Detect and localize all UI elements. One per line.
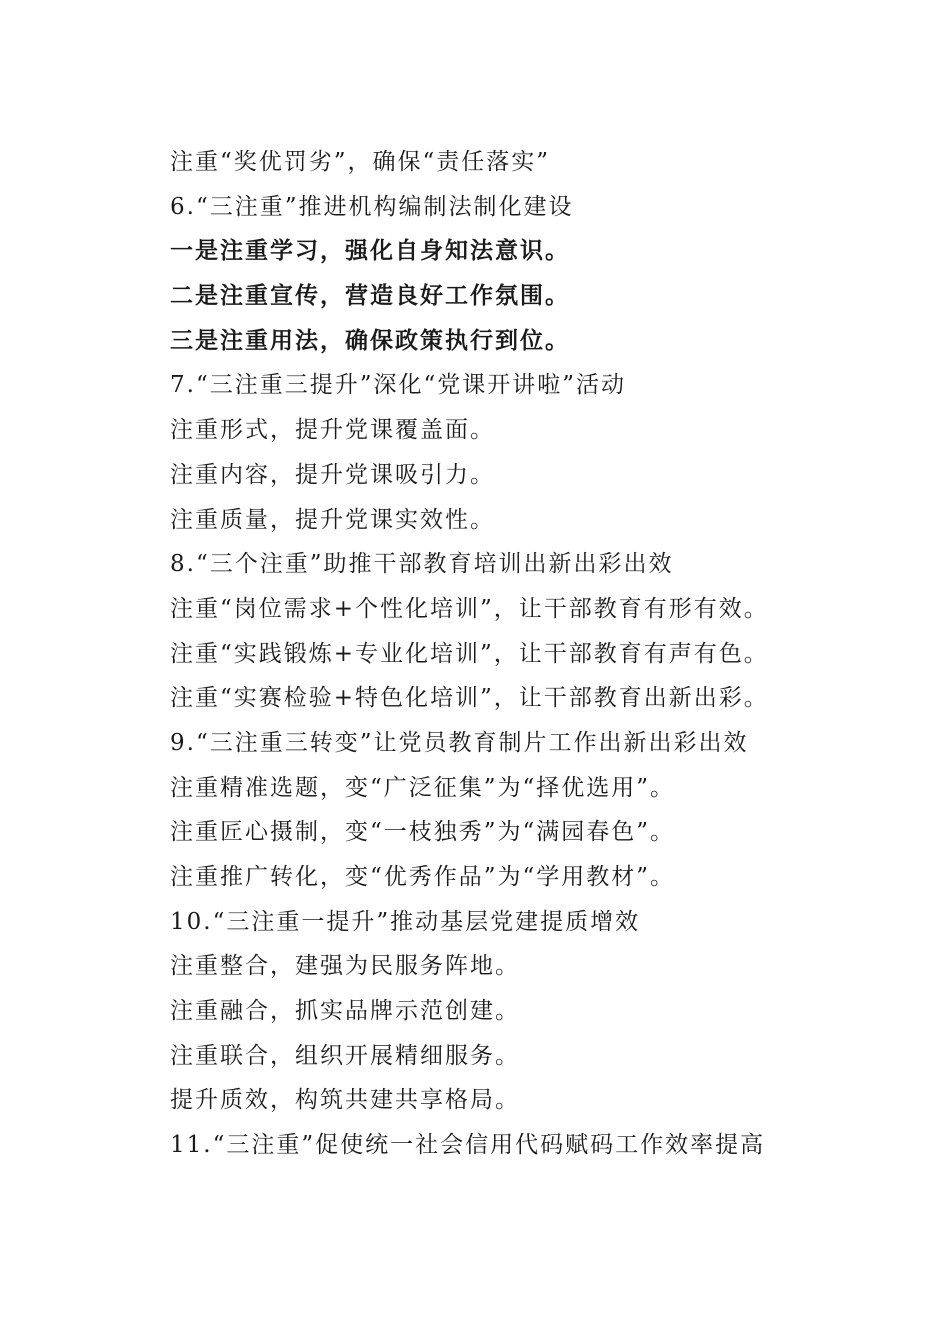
text-line: 注重“岗位需求+个性化培训”，让干部教育有形有效。 bbox=[170, 595, 769, 622]
text-line: 提升质效，构筑共建共享格局。 bbox=[170, 1087, 520, 1114]
section-heading: 10.“三注重一提升”推动基层党建提质增效 bbox=[170, 908, 641, 935]
text-line: 二是注重宣传，营造良好工作氛围。 bbox=[170, 282, 570, 310]
text-line: 注重整合，建强为民服务阵地。 bbox=[170, 953, 520, 980]
section-heading: 7.“三注重三提升”深化“党课开讲啦”活动 bbox=[170, 372, 626, 399]
text-line: 注重匠心摄制，变“一枝独秀”为“满园春色”。 bbox=[170, 819, 676, 846]
text-line: 注重精准选题，变“广泛征集”为“择优选用”。 bbox=[170, 774, 676, 801]
text-line: 一是注重学习，强化自身知法意识。 bbox=[170, 237, 570, 265]
section-heading: 11.“三注重”促使统一社会信用代码赋码工作效率提高 bbox=[170, 1132, 766, 1159]
document-body bbox=[170, 140, 810, 1168]
text-line: 注重推广转化，变“优秀作品”为“学用教材”。 bbox=[170, 864, 676, 890]
text-line: 注重“奖优罚劣”，确保“责任落实” bbox=[170, 149, 551, 175]
section-heading: 6.“三注重”推进机构编制法制化建设 bbox=[170, 193, 574, 220]
text-line: 注重“实赛检验+特色化培训”，让干部教育出新出彩。 bbox=[170, 685, 769, 712]
text-line: 注重“实践锻炼+专业化培训”，让干部教育有声有色。 bbox=[170, 640, 769, 667]
text-line: 注重内容，提升党课吸引力。 bbox=[170, 461, 495, 488]
text-line: 注重形式，提升党课覆盖面。 bbox=[170, 417, 495, 444]
section-heading: 8.“三个注重”助推干部教育培训出新出彩出效 bbox=[170, 551, 674, 578]
text-line: 注重质量，提升党课实效性。 bbox=[170, 506, 495, 533]
text-line: 注重融合，抓实品牌示范创建。 bbox=[170, 998, 520, 1025]
text-line: 三是注重用法，确保政策执行到位。 bbox=[170, 326, 570, 354]
text-line: 注重联合，组织开展精细服务。 bbox=[170, 1042, 520, 1069]
section-heading: 9.“三注重三转变”让党员教育制片工作出新出彩出效 bbox=[170, 729, 749, 756]
